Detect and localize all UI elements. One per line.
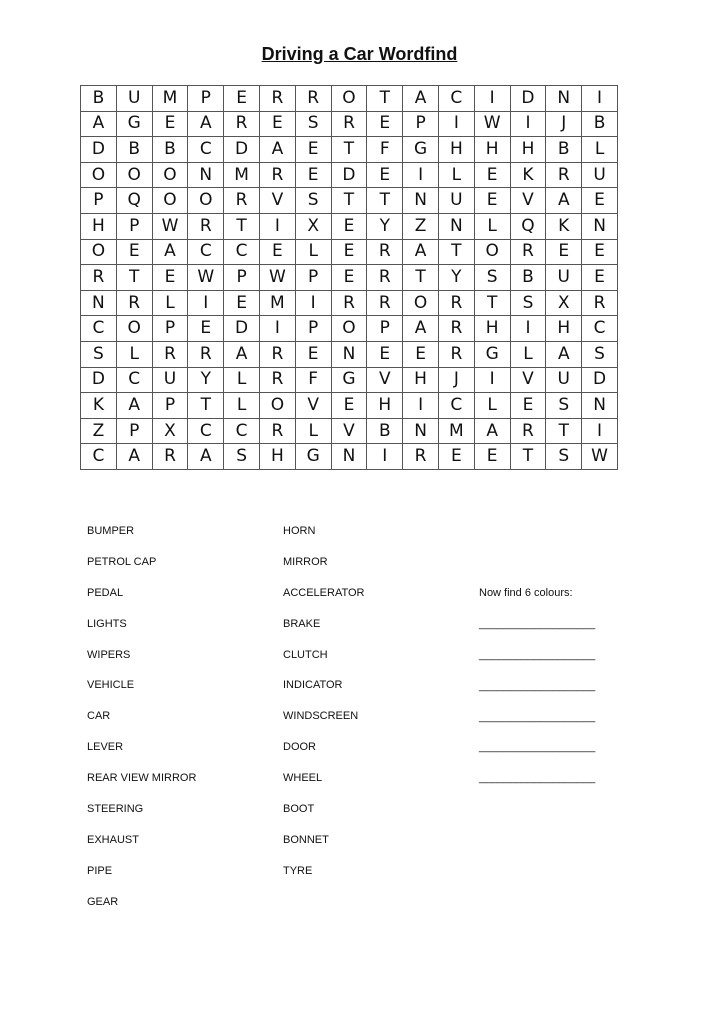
grid-cell: E: [403, 341, 439, 367]
grid-cell: G: [474, 341, 510, 367]
grid-cell: P: [152, 316, 188, 342]
grid-cell: R: [224, 188, 260, 214]
grid-cell: T: [331, 188, 367, 214]
grid-cell: F: [295, 367, 331, 393]
grid-cell: O: [116, 162, 152, 188]
grid-cell: Q: [116, 188, 152, 214]
grid-cell: R: [367, 239, 403, 265]
grid-cell: P: [116, 418, 152, 444]
grid-cell: I: [474, 367, 510, 393]
grid-cell: E: [582, 188, 618, 214]
grid-cell: G: [403, 137, 439, 163]
grid-cell: S: [224, 444, 260, 470]
grid-cell: O: [81, 239, 117, 265]
grid-cell: T: [546, 418, 582, 444]
grid-cell: I: [295, 290, 331, 316]
grid-cell: N: [438, 213, 474, 239]
colour-section: [479, 586, 596, 785]
grid-cell: C: [81, 444, 117, 470]
grid-cell: A: [81, 111, 117, 137]
grid-cell: V: [510, 188, 546, 214]
grid-cell: C: [438, 393, 474, 419]
grid-cell: O: [81, 162, 117, 188]
grid-cell: V: [331, 418, 367, 444]
grid-cell: I: [582, 86, 618, 112]
grid-cell: P: [224, 265, 260, 291]
grid-cell: E: [188, 316, 224, 342]
grid-cell: U: [546, 265, 582, 291]
grid-cell: E: [438, 444, 474, 470]
grid-cell: R: [546, 162, 582, 188]
grid-cell: I: [259, 213, 295, 239]
page-title: Driving a Car Wordfind: [261, 44, 458, 64]
grid-cell: R: [438, 290, 474, 316]
grid-cell: S: [546, 444, 582, 470]
grid-row: [81, 316, 618, 342]
grid-cell: A: [403, 86, 439, 112]
grid-cell: N: [331, 341, 367, 367]
grid-cell: A: [259, 137, 295, 163]
grid-cell: C: [81, 316, 117, 342]
grid-cell: R: [259, 418, 295, 444]
grid-cell: T: [438, 239, 474, 265]
grid-cell: I: [474, 86, 510, 112]
word-grid: [80, 85, 618, 470]
word-item: ACCELERATOR: [283, 586, 365, 599]
grid-cell: E: [474, 444, 510, 470]
grid-cell: R: [152, 444, 188, 470]
grid-cell: O: [188, 188, 224, 214]
grid-cell: P: [295, 265, 331, 291]
grid-cell: G: [295, 444, 331, 470]
grid-cell: P: [152, 393, 188, 419]
grid-cell: H: [438, 137, 474, 163]
grid-cell: A: [152, 239, 188, 265]
grid-cell: E: [582, 265, 618, 291]
grid-cell: N: [582, 393, 618, 419]
grid-cell: E: [582, 239, 618, 265]
grid-cell: T: [224, 213, 260, 239]
word-item: BRAKE: [283, 617, 321, 630]
grid-row: [81, 341, 618, 367]
word-item: CLUTCH: [283, 648, 328, 661]
grid-cell: S: [582, 341, 618, 367]
grid-cell: H: [259, 444, 295, 470]
grid-cell: I: [510, 316, 546, 342]
word-item: DOOR: [283, 741, 316, 754]
grid-cell: E: [116, 239, 152, 265]
grid-cell: R: [152, 341, 188, 367]
grid-cell: A: [403, 239, 439, 265]
grid-cell: H: [403, 367, 439, 393]
grid-cell: X: [152, 418, 188, 444]
grid-cell: E: [331, 239, 367, 265]
grid-cell: H: [510, 137, 546, 163]
grid-cell: E: [331, 265, 367, 291]
grid-cell: L: [295, 239, 331, 265]
grid-cell: R: [331, 111, 367, 137]
word-list-column-1: [87, 524, 196, 926]
grid-row: [81, 162, 618, 188]
grid-cell: T: [116, 265, 152, 291]
grid-cell: V: [510, 367, 546, 393]
colour-blanks: [479, 617, 596, 785]
grid-cell: S: [295, 188, 331, 214]
grid-cell: G: [331, 367, 367, 393]
grid-cell: O: [116, 316, 152, 342]
grid-cell: C: [582, 316, 618, 342]
colour-answer-blank: ___________________: [479, 772, 596, 785]
grid-cell: H: [474, 316, 510, 342]
grid-cell: B: [582, 111, 618, 137]
grid-cell: C: [224, 239, 260, 265]
grid-cell: N: [582, 213, 618, 239]
grid-cell: R: [188, 341, 224, 367]
word-item: STEERING: [87, 803, 144, 816]
grid-cell: U: [116, 86, 152, 112]
grid-cell: T: [367, 86, 403, 112]
grid-cell: V: [295, 393, 331, 419]
word-item: BUMPER: [87, 525, 135, 537]
grid-cell: R: [259, 341, 295, 367]
grid-cell: N: [403, 418, 439, 444]
grid-cell: P: [295, 316, 331, 342]
grid-row: [81, 367, 618, 393]
grid-cell: H: [367, 393, 403, 419]
word-item: EXHAUST: [87, 833, 139, 846]
grid-cell: H: [81, 213, 117, 239]
grid-row: [81, 418, 618, 444]
grid-cell: B: [81, 86, 117, 112]
grid-row: [81, 188, 618, 214]
grid-cell: P: [367, 316, 403, 342]
grid-cell: U: [546, 367, 582, 393]
grid-cell: O: [152, 162, 188, 188]
grid-cell: J: [438, 367, 474, 393]
grid-cell: L: [224, 393, 260, 419]
grid-cell: N: [188, 162, 224, 188]
grid-cell: I: [367, 444, 403, 470]
grid-cell: E: [367, 162, 403, 188]
word-item: PETROL CAP: [87, 555, 157, 568]
grid-cell: R: [582, 290, 618, 316]
grid-row: [81, 239, 618, 265]
grid-cell: E: [510, 393, 546, 419]
grid-cell: R: [367, 265, 403, 291]
grid-cell: N: [81, 290, 117, 316]
word-item: BONNET: [283, 833, 329, 846]
grid-cell: N: [331, 444, 367, 470]
grid-cell: S: [295, 111, 331, 137]
grid-cell: R: [510, 418, 546, 444]
grid-cell: A: [116, 393, 152, 419]
grid-cell: E: [546, 239, 582, 265]
grid-cell: C: [188, 137, 224, 163]
grid-cell: T: [510, 444, 546, 470]
grid-cell: D: [224, 137, 260, 163]
grid-cell: M: [259, 290, 295, 316]
grid-cell: Y: [188, 367, 224, 393]
grid-cell: D: [510, 86, 546, 112]
grid-cell: R: [295, 86, 331, 112]
grid-row: [81, 393, 618, 419]
grid-cell: Y: [367, 213, 403, 239]
grid-cell: L: [582, 137, 618, 163]
grid-cell: P: [81, 188, 117, 214]
grid-cell: D: [81, 367, 117, 393]
grid-cell: W: [188, 265, 224, 291]
word-item: WHEEL: [283, 772, 323, 785]
grid-cell: O: [403, 290, 439, 316]
grid-cell: D: [331, 162, 367, 188]
colour-answer-blank: ___________________: [479, 710, 596, 723]
colour-answer-blank: ___________________: [479, 679, 596, 692]
grid-cell: O: [331, 316, 367, 342]
grid-cell: N: [546, 86, 582, 112]
colour-answer-blank: ___________________: [479, 648, 596, 661]
grid-cell: E: [367, 341, 403, 367]
grid-row: [81, 137, 618, 163]
grid-cell: X: [295, 213, 331, 239]
grid-cell: B: [152, 137, 188, 163]
grid-cell: A: [116, 444, 152, 470]
grid-cell: S: [546, 393, 582, 419]
grid-cell: D: [81, 137, 117, 163]
word-item: MIRROR: [283, 555, 328, 568]
grid-cell: Q: [510, 213, 546, 239]
grid-cell: K: [546, 213, 582, 239]
grid-cell: L: [152, 290, 188, 316]
grid-row: [81, 111, 618, 137]
grid-cell: U: [438, 188, 474, 214]
grid-cell: R: [331, 290, 367, 316]
grid-cell: C: [224, 418, 260, 444]
grid-cell: E: [295, 162, 331, 188]
grid-cell: E: [331, 393, 367, 419]
grid-cell: E: [367, 111, 403, 137]
word-item: HORN: [283, 525, 316, 537]
grid-cell: I: [259, 316, 295, 342]
grid-cell: T: [403, 265, 439, 291]
grid-cell: H: [474, 137, 510, 163]
grid-cell: E: [259, 239, 295, 265]
grid-cell: O: [152, 188, 188, 214]
grid-cell: I: [188, 290, 224, 316]
word-item: TYRE: [283, 864, 313, 877]
colour-heading: Now find 6 colours:: [479, 587, 573, 599]
grid-cell: T: [474, 290, 510, 316]
grid-cell: L: [224, 367, 260, 393]
grid-cell: R: [224, 111, 260, 137]
grid-cell: E: [295, 137, 331, 163]
grid-row: [81, 86, 618, 112]
grid-cell: I: [438, 111, 474, 137]
grid-cell: H: [546, 316, 582, 342]
grid-cell: E: [224, 290, 260, 316]
word-item: LEVER: [87, 741, 124, 754]
grid-cell: M: [152, 86, 188, 112]
word-item: CAR: [87, 710, 111, 723]
grid-cell: G: [116, 111, 152, 137]
grid-cell: R: [367, 290, 403, 316]
grid-cell: U: [152, 367, 188, 393]
grid-cell: C: [188, 418, 224, 444]
grid-cell: R: [510, 239, 546, 265]
word-list-column-2: [283, 524, 365, 895]
grid-cell: R: [188, 213, 224, 239]
grid-cell: W: [259, 265, 295, 291]
grid-cell: A: [224, 341, 260, 367]
grid-cell: I: [403, 162, 439, 188]
word-item: WIPERS: [87, 648, 131, 661]
grid-row: [81, 213, 618, 239]
grid-cell: S: [81, 341, 117, 367]
word-item: INDICATOR: [283, 679, 343, 692]
grid-cell: F: [367, 137, 403, 163]
word-item: PEDAL: [87, 586, 124, 599]
grid-cell: W: [582, 444, 618, 470]
grid-row: [81, 265, 618, 291]
colour-answer-blank: ___________________: [479, 741, 596, 754]
grid-cell: R: [438, 316, 474, 342]
grid-cell: R: [259, 86, 295, 112]
grid-cell: I: [510, 111, 546, 137]
grid-cell: C: [116, 367, 152, 393]
grid-cell: E: [474, 162, 510, 188]
grid-cell: E: [331, 213, 367, 239]
grid-cell: S: [510, 290, 546, 316]
grid-cell: X: [546, 290, 582, 316]
grid-cell: A: [403, 316, 439, 342]
grid-cell: K: [510, 162, 546, 188]
grid-cell: L: [295, 418, 331, 444]
grid-cell: L: [510, 341, 546, 367]
grid-cell: R: [81, 265, 117, 291]
grid-cell: R: [403, 444, 439, 470]
grid-cell: Z: [403, 213, 439, 239]
colour-answer-blank: ___________________: [479, 617, 596, 630]
grid-cell: A: [474, 418, 510, 444]
grid-cell: M: [224, 162, 260, 188]
grid-cell: Y: [438, 265, 474, 291]
word-item: BOOT: [283, 803, 315, 816]
grid-cell: R: [259, 162, 295, 188]
grid-cell: B: [510, 265, 546, 291]
grid-cell: A: [546, 188, 582, 214]
grid-cell: U: [582, 162, 618, 188]
grid-cell: T: [188, 393, 224, 419]
grid-cell: E: [224, 86, 260, 112]
grid-cell: V: [259, 188, 295, 214]
grid-cell: A: [188, 444, 224, 470]
grid-cell: E: [295, 341, 331, 367]
grid-cell: A: [188, 111, 224, 137]
grid-row: [81, 444, 618, 470]
grid-cell: B: [367, 418, 403, 444]
grid-cell: E: [152, 265, 188, 291]
grid-cell: T: [331, 137, 367, 163]
grid-cell: L: [474, 393, 510, 419]
grid-cell: A: [546, 341, 582, 367]
grid-cell: R: [438, 341, 474, 367]
grid-cell: O: [331, 86, 367, 112]
grid-cell: J: [546, 111, 582, 137]
grid-cell: O: [474, 239, 510, 265]
grid-cell: R: [259, 367, 295, 393]
grid-cell: L: [474, 213, 510, 239]
grid-cell: W: [474, 111, 510, 137]
grid-cell: T: [367, 188, 403, 214]
grid-cell: V: [367, 367, 403, 393]
grid-cell: Z: [81, 418, 117, 444]
grid-cell: E: [474, 188, 510, 214]
grid-cell: S: [474, 265, 510, 291]
grid-cell: B: [116, 137, 152, 163]
grid-cell: O: [259, 393, 295, 419]
grid-cell: P: [116, 213, 152, 239]
grid-cell: C: [188, 239, 224, 265]
grid-cell: P: [188, 86, 224, 112]
grid-cell: D: [224, 316, 260, 342]
grid-row: [81, 290, 618, 316]
grid-cell: B: [546, 137, 582, 163]
grid-cell: I: [403, 393, 439, 419]
word-item: PIPE: [87, 864, 113, 877]
grid-cell: R: [116, 290, 152, 316]
grid-cell: L: [116, 341, 152, 367]
word-item: WINDSCREEN: [283, 710, 359, 723]
grid-cell: W: [152, 213, 188, 239]
grid-cell: L: [438, 162, 474, 188]
grid-cell: M: [438, 418, 474, 444]
grid-cell: E: [152, 111, 188, 137]
word-item: VEHICLE: [87, 679, 135, 692]
grid-cell: N: [403, 188, 439, 214]
grid-cell: P: [403, 111, 439, 137]
grid-cell: E: [259, 111, 295, 137]
grid-cell: C: [438, 86, 474, 112]
word-item: LIGHTS: [87, 617, 127, 630]
word-item: REAR VIEW MIRROR: [87, 772, 197, 785]
grid-cell: I: [582, 418, 618, 444]
grid-cell: K: [81, 393, 117, 419]
word-item: GEAR: [87, 895, 119, 908]
grid-cell: D: [582, 367, 618, 393]
